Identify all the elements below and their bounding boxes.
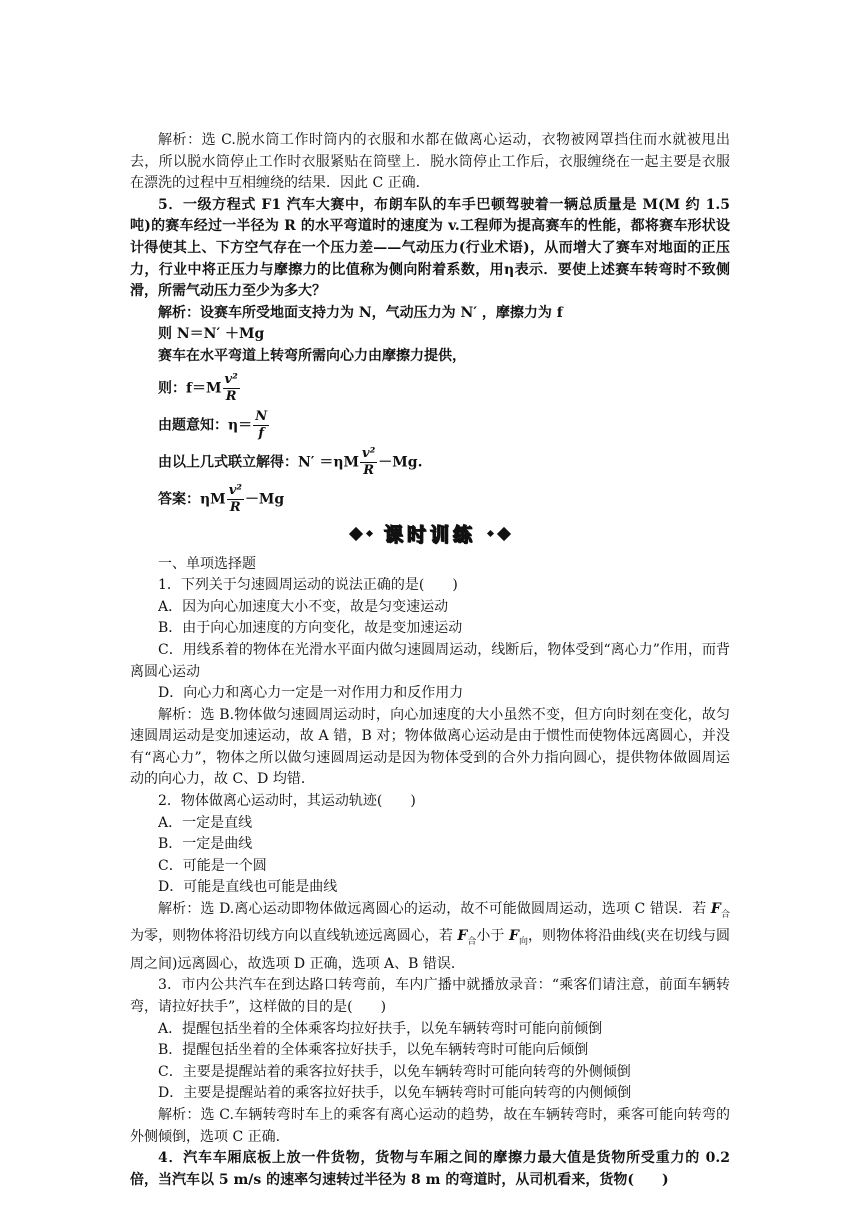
q1-option-a: A．因为向心加速度大小不变，故是匀变速运动	[158, 598, 449, 615]
q-prev-solution: 解析：选 C.脱水筒工作时筒内的衣服和水都在做离心运动，衣物被网罩挡住而水就被甩出去，所以脱水筒停止工作时衣服紧贴在筒壁上．脱水筒停止工作后，衣服缠绕在一起主要是衣服在漂洗的过程中互相缠绕的结果．因此 C 正确．	[130, 132, 730, 192]
q2-option-c: C．可能是一个圆	[158, 857, 267, 874]
formula-friction: 则：f＝M $\frac{\text{v²}}{R}$	[158, 371, 238, 404]
q5-answer: 答案：ηM $\frac{\text{v²}}{R}$ －Mg	[158, 482, 285, 515]
q4-stem: 4．汽车车厢底板上放一件货物，货物与车厢之间的摩擦力最大值是货物所受重力的 0.2 倍，当汽车以 5 m/s 的速率匀速转过半径为 8 m 的弯道时，从司机看来，货物( )	[130, 1150, 730, 1188]
q3-solution: 解析：选 C.车辆转弯时车上的乘客有离心运动的趋势，故在车辆转弯时，乘客可能向转弯的外侧倾倒，选项 C 正确．	[130, 1106, 730, 1145]
q3-option-a: A．提醒包括坐着的全体乘客均拉好扶手，以免车辆转弯时可能向前倾倒	[158, 1020, 603, 1037]
q2-solution: 解析：选 D.离心运动即物体做远离圆心的运动，故不可能做圆周运动，选项 C 错误．若 $F_合$为零，则物体将沿切线方向以直线轨迹远离圆心，若 $F_合$小于 $F_向$，则物体将沿曲线(夹在切线与圆周之间)远离圆心，故选项 D 正确，选项 A、B 错误．	[130, 901, 730, 972]
fraction: $\frac{N}{f}$	[255, 408, 268, 441]
q1-option-d: D．向心力和离心力一定是一对作用力和反作用力	[158, 685, 464, 702]
fraction: $\frac{\text{v²}}{R}$	[224, 371, 238, 404]
q5-solution-line3: 赛车在水平弯道上转弯所需向心力由摩擦力提供，	[158, 347, 466, 364]
formula-eta: 由题意知：η＝ $\frac{N}{f}$	[158, 408, 268, 441]
dot-icon	[366, 530, 373, 537]
q5-stem: 5．一级方程式 F1 汽车大赛中，布朗车队的车手巴顿驾驶着一辆总质量是 M(M 约 1.5 吨)的赛车经过一半径为 R 的水平弯道时的速度为 v.工程师为提高赛车的性能，都将赛车形状设计得使其上、下方空气存在一个压力差——气动压力(行业术语)，从而增大了赛车对地面的正压力，行业中将正压力与摩擦力的比值称为侧向附着系数，用η表示．要使上述赛车转弯时不致侧滑，所需气动压力至少为多大？	[130, 196, 730, 300]
diamond-icon	[497, 526, 511, 540]
fraction: $\frac{\text{v²}}{R}$	[228, 482, 242, 515]
q3-stem: 3．市内公共汽车在到达路口转弯前，车内广播中就播放录音：“乘客们请注意，前面车辆转弯，请拉好扶手”，这样做的目的是( )	[130, 977, 730, 1015]
q5-solution-line2: 则 N＝N′ ＋Mg	[158, 326, 265, 343]
q3-option-d: D．主要是提醒站着的乘客拉好扶手，以免车辆转弯时可能向转弯的内侧倾倒	[158, 1085, 632, 1102]
q1-option-c: C．用线系着的物体在光滑水平面内做匀速圆周运动，线断后，物体受到“离心力”作用，而背离圆心运动	[130, 641, 730, 680]
q5-solution-line1: 解析：设赛车所受地面支持力为 N，气动压力为 N′ ，摩擦力为 f	[158, 304, 563, 321]
formula-result: 由以上几式联立解得：N′ ＝ηM $\frac{\text{v²}}{R}$ －Mg.	[158, 445, 423, 478]
diamond-icon	[349, 526, 363, 540]
q1-option-b: B．由于向心加速度的方向变化，故是变加速运动	[158, 620, 463, 637]
document-page	[130, 130, 730, 1191]
section-heading: 一、单项选择题	[158, 555, 256, 572]
q2-option-a: A．一定是直线	[158, 814, 253, 831]
q2-stem: 2．物体做离心运动时，其运动轨迹( )	[158, 793, 416, 810]
section-banner	[130, 522, 730, 546]
q1-solution: 解析：选 B.物体做匀速圆周运动时，向心加速度的大小虽然不变，但方向时刻在变化，故匀速圆周运动是变加速运动，故 A 错，B 对；物体做离心运动是由于惯性而使物体远离圆心，并没有“离心力”，物体之所以做匀速圆周运动是因为物体受到的合外力指向圆心，提供物体做圆周运动的向心力，故 C、D 均错．	[130, 706, 730, 788]
banner-title: 课时训练	[383, 524, 476, 547]
q2-option-d: D．可能是直线也可能是曲线	[158, 879, 338, 896]
q3-option-b: B．提醒包括坐着的全体乘客拉好扶手，以免车辆转弯时可能向后倾倒	[158, 1042, 589, 1059]
q1-stem: 1．下列关于匀速圆周运动的说法正确的是( )	[158, 577, 458, 594]
dot-icon	[487, 530, 494, 537]
fraction: $\frac{\text{v²}}{R}$	[362, 445, 376, 478]
q2-option-b: B．一定是曲线	[158, 836, 253, 853]
q3-option-c: C．主要是提醒站着的乘客拉好扶手，以免车辆转弯时可能向转弯的外侧倾倒	[158, 1063, 631, 1080]
